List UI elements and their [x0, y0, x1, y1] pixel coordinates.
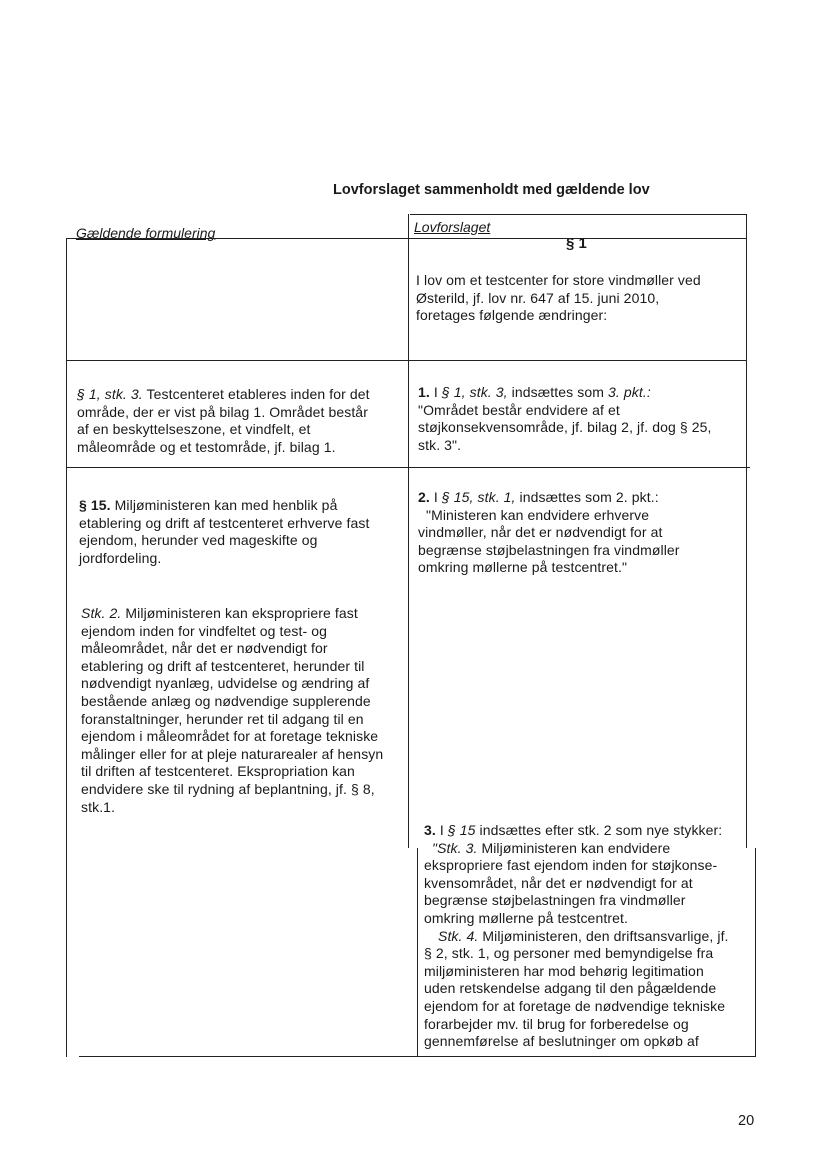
- text-line: [424, 840, 729, 858]
- reference: § 15: [447, 822, 476, 838]
- reference: Stk. 2.: [81, 605, 122, 621]
- column-header-current: Gældende formulering: [76, 225, 216, 241]
- text-line: måleområde og et testområde, jf. bilag 1.: [77, 438, 336, 455]
- text-line: område, der er vist på bilag 1. Området består: [77, 403, 368, 420]
- text: I: [429, 489, 442, 505]
- text: Miljøministeren kan endvidere: [477, 839, 671, 856]
- text-line: I lov om et testcenter for store vindmøller ved: [416, 272, 701, 288]
- text: indsættes efter stk. 2 som nye stykker:: [475, 822, 723, 838]
- text: I: [435, 822, 448, 838]
- text: Miljøministeren kan ekspropriere fast: [121, 605, 358, 621]
- text-line: [81, 605, 383, 623]
- text-line: stk. 3".: [418, 436, 462, 453]
- text-line: ejendom i måleområdet for at foretage tekniske: [81, 728, 379, 745]
- section-heading: § 1: [566, 235, 587, 252]
- text-line: [79, 497, 370, 515]
- amendment-3: [424, 822, 729, 1051]
- text-line: [418, 384, 712, 402]
- text-line: etablering og drift af testcenteret erhverve fast: [79, 514, 370, 531]
- text-line: ejendom, herunder ved mageskifte og: [79, 532, 318, 549]
- reference: § 1, stk. 3,: [441, 384, 508, 400]
- table-center-divider-lower: [417, 848, 418, 1056]
- text: Miljøministeren kan med henblik på: [110, 497, 338, 513]
- text-line: foretages følgende ændringer:: [416, 307, 608, 324]
- text-line: omkring møllerne på testcentret.": [418, 559, 628, 576]
- text-line: kvensområdet, når det er nødvendigt for at: [424, 874, 693, 891]
- amendment-number: 1.: [418, 384, 430, 400]
- text-line: uden retskendelse adgang til den pågældende: [424, 980, 717, 997]
- text-line: bestående anlæg og nødvendige supplerende: [81, 692, 371, 709]
- text-line: ekspropriere fast ejendom inden for støjkonse-: [424, 857, 718, 874]
- text: I: [429, 384, 442, 400]
- table-bottom-border: [79, 1056, 756, 1057]
- reference: § 1, stk. 3.: [77, 386, 143, 402]
- text-line: [418, 489, 680, 507]
- text-line: støjkonsekvensområde, jf. bilag 2, jf. dog § 25,: [418, 419, 712, 436]
- row-divider-1: [66, 360, 747, 361]
- reference: § 15.: [79, 497, 111, 513]
- text: Testcenteret etableres inden for det: [142, 386, 370, 402]
- text: Miljøministeren, den driftsansvarlige, jf.: [478, 927, 729, 944]
- reference: "Stk. 3.: [432, 839, 478, 856]
- text-line: § 2, stk. 1, og personer med bemyndigelse fra: [424, 945, 714, 962]
- amendment-number: 2.: [418, 489, 430, 505]
- text-line: endvidere ske til rydning af beplantning, jf. § 8,: [81, 780, 375, 797]
- current-law-para-15: [79, 497, 370, 567]
- reference: Stk. 4.: [438, 927, 479, 944]
- text-line: "Ministeren kan endvidere erhverve: [426, 506, 650, 523]
- page-title: Lovforslaget sammenholdt med gældende lov: [333, 182, 650, 198]
- current-law-para-15-stk-2: [81, 605, 383, 816]
- table-top-border-right: [410, 214, 746, 215]
- text-line: [77, 386, 370, 404]
- text-line: ejendom for at foretage de nødvendige tekniske: [424, 997, 726, 1014]
- current-law-para-1-stk-3: [77, 386, 370, 456]
- text-line: målinger eller for at pleje naturarealer af hensyn: [81, 745, 384, 762]
- text-line: [424, 822, 729, 840]
- amendment-1: [418, 384, 712, 454]
- text-line: nødvendigt nyanlæg, udvidelse og ændring af: [81, 675, 370, 692]
- row-divider-2: [66, 467, 750, 468]
- text-line: foranstaltninger, herunder ret til adgang til en: [81, 710, 364, 727]
- text-line: jordfordeling.: [79, 549, 162, 566]
- text: indsættes som: [507, 384, 608, 400]
- text-line: forarbejder mv. til brug for forberedelse og: [424, 1015, 689, 1032]
- table-right-border-lower: [755, 848, 756, 1056]
- page-number: 20: [738, 1113, 755, 1129]
- text-line: til driften af testcenteret. Ekspropriation kan: [81, 763, 355, 780]
- reference: § 15, stk. 1,: [441, 489, 516, 505]
- text-line: begrænse støjbelastningen fra vindmøller: [418, 541, 680, 558]
- text-line: vindmøller, når det er nødvendigt for at: [418, 524, 663, 541]
- text-line: ejendom inden for vindfeltet og test- og: [81, 622, 328, 639]
- table-center-divider: [408, 214, 409, 848]
- text-line: omkring møllerne på testcentret.: [424, 909, 628, 926]
- amendment-2: [418, 489, 680, 577]
- text-line: af en beskyttelseszone, et vindfelt, et: [77, 421, 311, 438]
- text-line: Østerild, jf. lov nr. 647 af 15. juni 2010,: [416, 289, 660, 306]
- column-header-proposal: Lovforslaget: [414, 219, 491, 235]
- text-line: måleområdet, når det er nødvendigt for: [81, 640, 328, 657]
- table-right-border: [746, 214, 747, 848]
- text-line: [424, 928, 729, 946]
- text-line: etablering og drift af testcenteret, herunder til: [81, 657, 365, 674]
- amendment-number: 3.: [424, 822, 436, 838]
- text-line: gennemførelse af beslutninger om opkøb af: [424, 1033, 699, 1050]
- text-line: begrænse støjbelastningen fra vindmøller: [424, 892, 686, 909]
- text: indsættes som 2. pkt.:: [515, 489, 659, 505]
- section1-text: [416, 272, 701, 325]
- reference: 3. pkt.:: [608, 384, 651, 400]
- text-line: "Området består endvidere af et: [418, 401, 620, 418]
- text-line: stk.1.: [81, 798, 116, 815]
- text-line: miljøministeren har mod behørig legitimation: [424, 962, 704, 979]
